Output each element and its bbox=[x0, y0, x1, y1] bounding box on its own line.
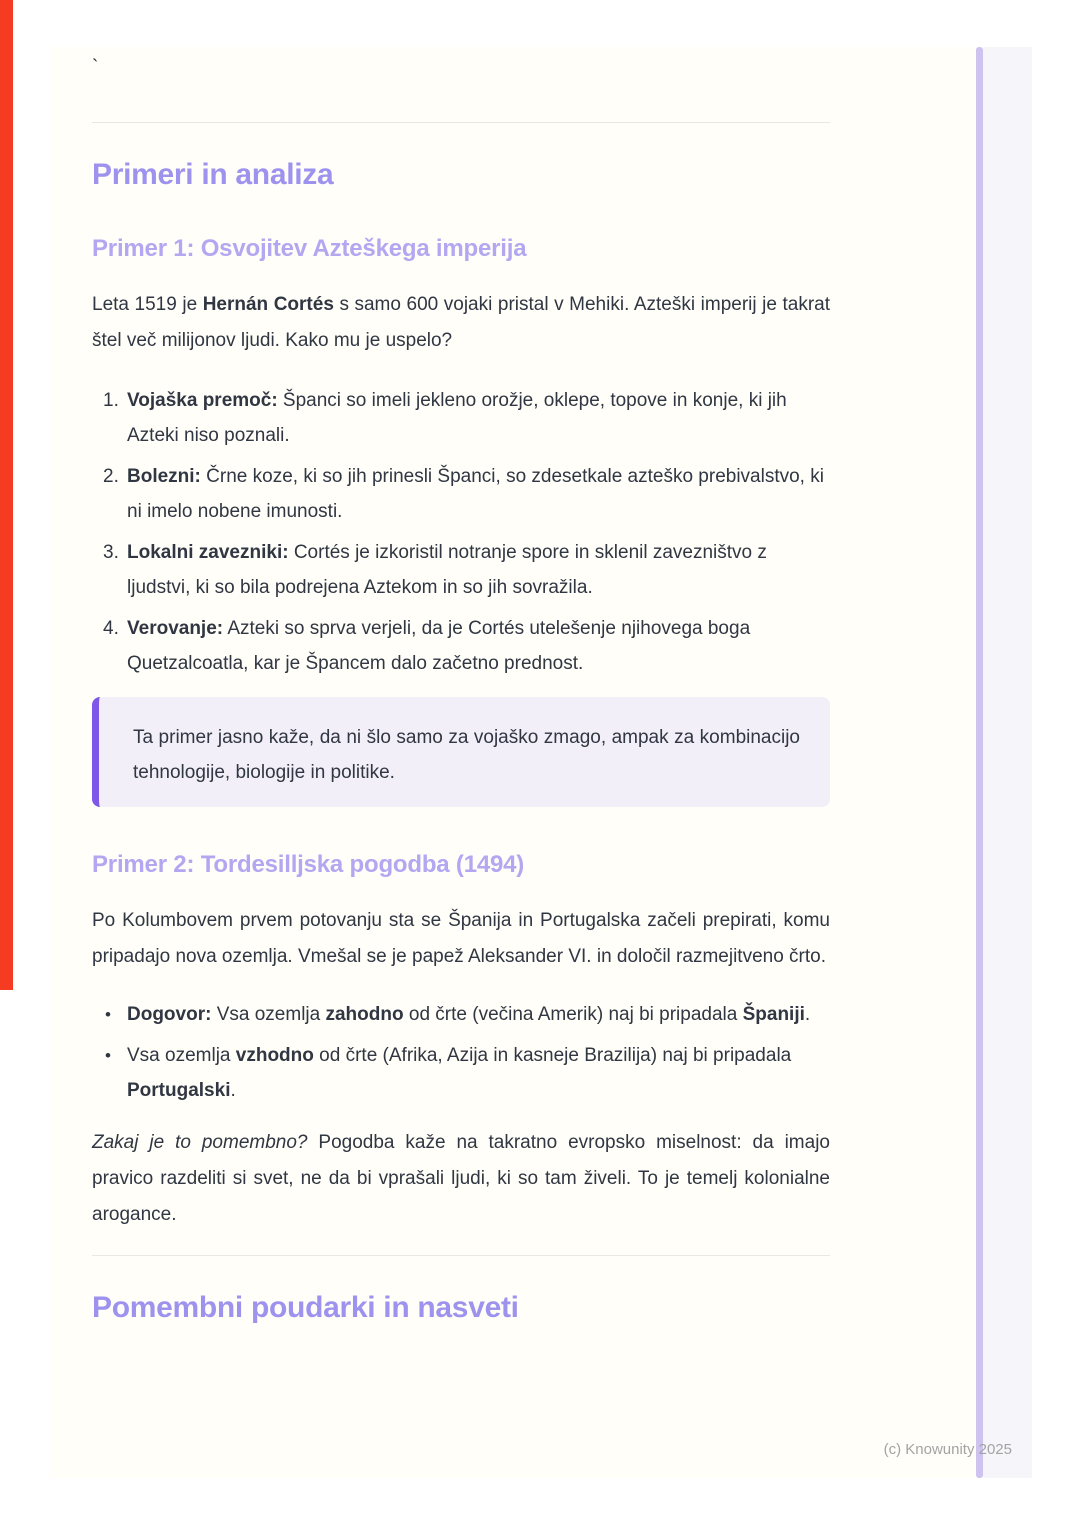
heading-example-1: Primer 1: Osvojitev Azteškega imperija bbox=[92, 235, 527, 262]
paragraph-why-important: Zakaj je to pomembno? Pogodba kaže na takratno evropsko miselnost: da imajo pravico razdeliti si svet, ne da bi vprašali ljudi, ki so tam živeli. To je temelj kolonialne arogance. bbox=[92, 1132, 830, 1225]
callout-text: Ta primer jasno kaže, da ni šlo samo za vojaško zmago, ampak za kombinacijo tehnologije, biologije in politike. bbox=[133, 727, 800, 783]
bullet-item bbox=[92, 1038, 830, 1108]
numbered-item bbox=[92, 459, 830, 529]
document-page bbox=[50, 47, 976, 1478]
bullet-item bbox=[92, 997, 830, 1032]
paragraph-example2-intro: Po Kolumbovem prvem potovanju sta se Španija in Portugalska začeli prepirati, komu pripadajo nova ozemlja. Vmešal se je papež Aleksander VI. in določil razmejitveno črto. bbox=[92, 910, 830, 967]
stray-backtick-mark: ` bbox=[92, 57, 99, 78]
item-number: 3. bbox=[103, 542, 119, 563]
bullet-icon: • bbox=[105, 1046, 111, 1065]
numbered-item-text: Bolezni: Črne koze, ki so jih prinesli Španci, so zdesetkale azteško prebivalstvo, ki ni imelo nobene imunosti. bbox=[127, 466, 824, 522]
section-divider-top bbox=[92, 122, 830, 123]
numbered-item bbox=[92, 383, 830, 453]
numbered-item-text: Vojaška premoč: Španci so imeli jekleno orožje, oklepe, topove in konje, ki jih Azteki niso poznali. bbox=[127, 390, 787, 446]
page-content bbox=[92, 53, 830, 1327]
bullet-item-text: Dogovor: Vsa ozemlja zahodno od črte (večina Amerik) naj bi pripadala Španiji. bbox=[127, 1004, 811, 1025]
section-divider-bottom bbox=[92, 1255, 830, 1256]
numbered-item bbox=[92, 611, 830, 681]
highlight-callout-box bbox=[92, 697, 830, 807]
heading-examples-analysis: Primeri in analiza bbox=[92, 158, 334, 191]
bullet-item-text: Vsa ozemlja vzhodno od črte (Afrika, Azija in kasneje Brazilija) naj bi pripadala Portugalski. bbox=[127, 1045, 792, 1101]
page-edge-accent-bar bbox=[976, 47, 983, 1478]
numbered-item-text: Verovanje: Azteki so sprva verjeli, da je Cortés utelešenje njihovega boga Quetzalcoatla, kar je Špancem dalo začetno prednost. bbox=[127, 618, 751, 674]
item-number: 1. bbox=[103, 390, 119, 411]
red-edge-stripe bbox=[0, 0, 13, 990]
item-number: 4. bbox=[103, 618, 119, 639]
paragraph-example1-intro: Leta 1519 je Hernán Cortés s samo 600 vojaki pristal v Mehiki. Azteški imperij je takrat štel več milijonov ljudi. Kako mu je uspelo? bbox=[92, 294, 830, 351]
numbered-item bbox=[92, 535, 830, 605]
heading-key-points-tips: Pomembni poudarki in nasveti bbox=[92, 1291, 519, 1324]
page-edge-strip bbox=[983, 47, 1032, 1478]
bullet-icon: • bbox=[105, 1005, 111, 1024]
item-number: 2. bbox=[103, 466, 119, 487]
numbered-list-conquest-reasons bbox=[92, 383, 830, 681]
numbered-item-text: Lokalni zavezniki: Cortés je izkoristil notranje spore in sklenil zavezništvo z ljudstvi, ki so bila podrejena Aztekom in so jih sovražila. bbox=[127, 542, 767, 598]
copyright-watermark: (c) Knowunity 2025 bbox=[883, 1441, 1012, 1458]
heading-example-2: Primer 2: Tordesilljska pogodba (1494) bbox=[92, 851, 525, 878]
bullet-list-treaty-terms bbox=[92, 997, 830, 1108]
